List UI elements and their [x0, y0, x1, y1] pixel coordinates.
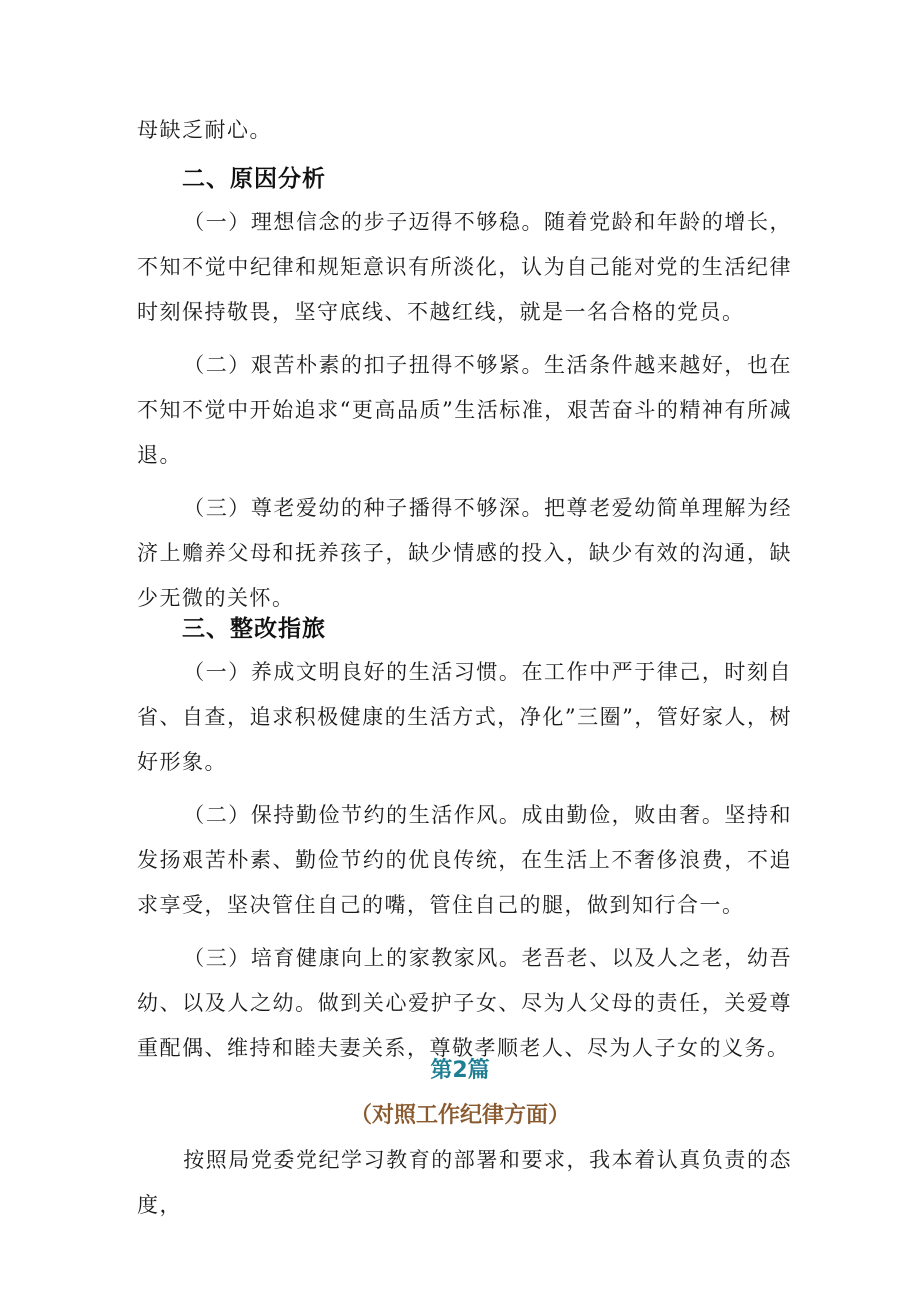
paragraph-rectify-1: （一）养成文明良好的生活习惯。在工作中严于律己，时刻自省、自查，追求积极健康的生活方式，净化”三圈”，管好家人，树好形象。	[137, 660, 792, 774]
paragraph-rectify-2: （二）保持勤俭节约的生活作风。成由勤俭，败由奢。坚持和发扬艰苦朴素、勤俭节约的优良传统，在生活上不奢侈浪费，不追求享受，坚决管住自己的嘴，管住自己的腿，做到知行合一。	[137, 803, 792, 917]
paragraph-opening: 按照局党委党纪学习教育的部署和要求，我本着认真负责的态度，	[137, 1148, 792, 1217]
paragraph-cause-3: （三）尊老爱幼的种子播得不够深。把尊老爱幼简单理解为经济上赡养父母和抚养孩子，缺少情感的投入，缺少有效的沟通，缺少无微的关怀。	[137, 496, 792, 610]
lead-text	[137, 108, 792, 153]
lead-line: 母缺乏耐心。	[137, 118, 272, 142]
section-heading-rectification: 三、整改指旅	[182, 616, 326, 642]
section-heading-cause-analysis: 二、原因分析	[182, 166, 326, 192]
article-subtitle: （对照工作纪律方面）	[349, 1103, 570, 1128]
paragraph-cause-2: （二）艰苦朴素的扣子扭得不够紧。生活条件越来越好，也在不知不觉中开始追求“更高品质”生活标准，艰苦奋斗的精神有所减退。	[137, 353, 792, 467]
article-title: 第2篇	[430, 1058, 490, 1083]
article-opening-body	[137, 1138, 792, 1228]
paragraph-rectify-3: （三）培育健康向上的家教家风。老吾老、以及人之老，幼吾幼、以及人之幼。做到关心爱护子女、尽为人父母的责任，关爱尊重配偶、维持和睦夫妻关系，尊敬孝顺老人、尽为人子女的义务。	[137, 946, 792, 1060]
section-rectification-body	[137, 650, 792, 1071]
paragraph-cause-1: （一）理想信念的步子迈得不够稳。随着党龄和年龄的增长，不知不觉中纪律和规矩意识有所淡化，认为自己能对党的生活纪律时刻保持敬畏，坚守底线、不越红线，就是一名合格的党员。	[137, 210, 792, 324]
section-cause-analysis-body	[137, 200, 792, 621]
